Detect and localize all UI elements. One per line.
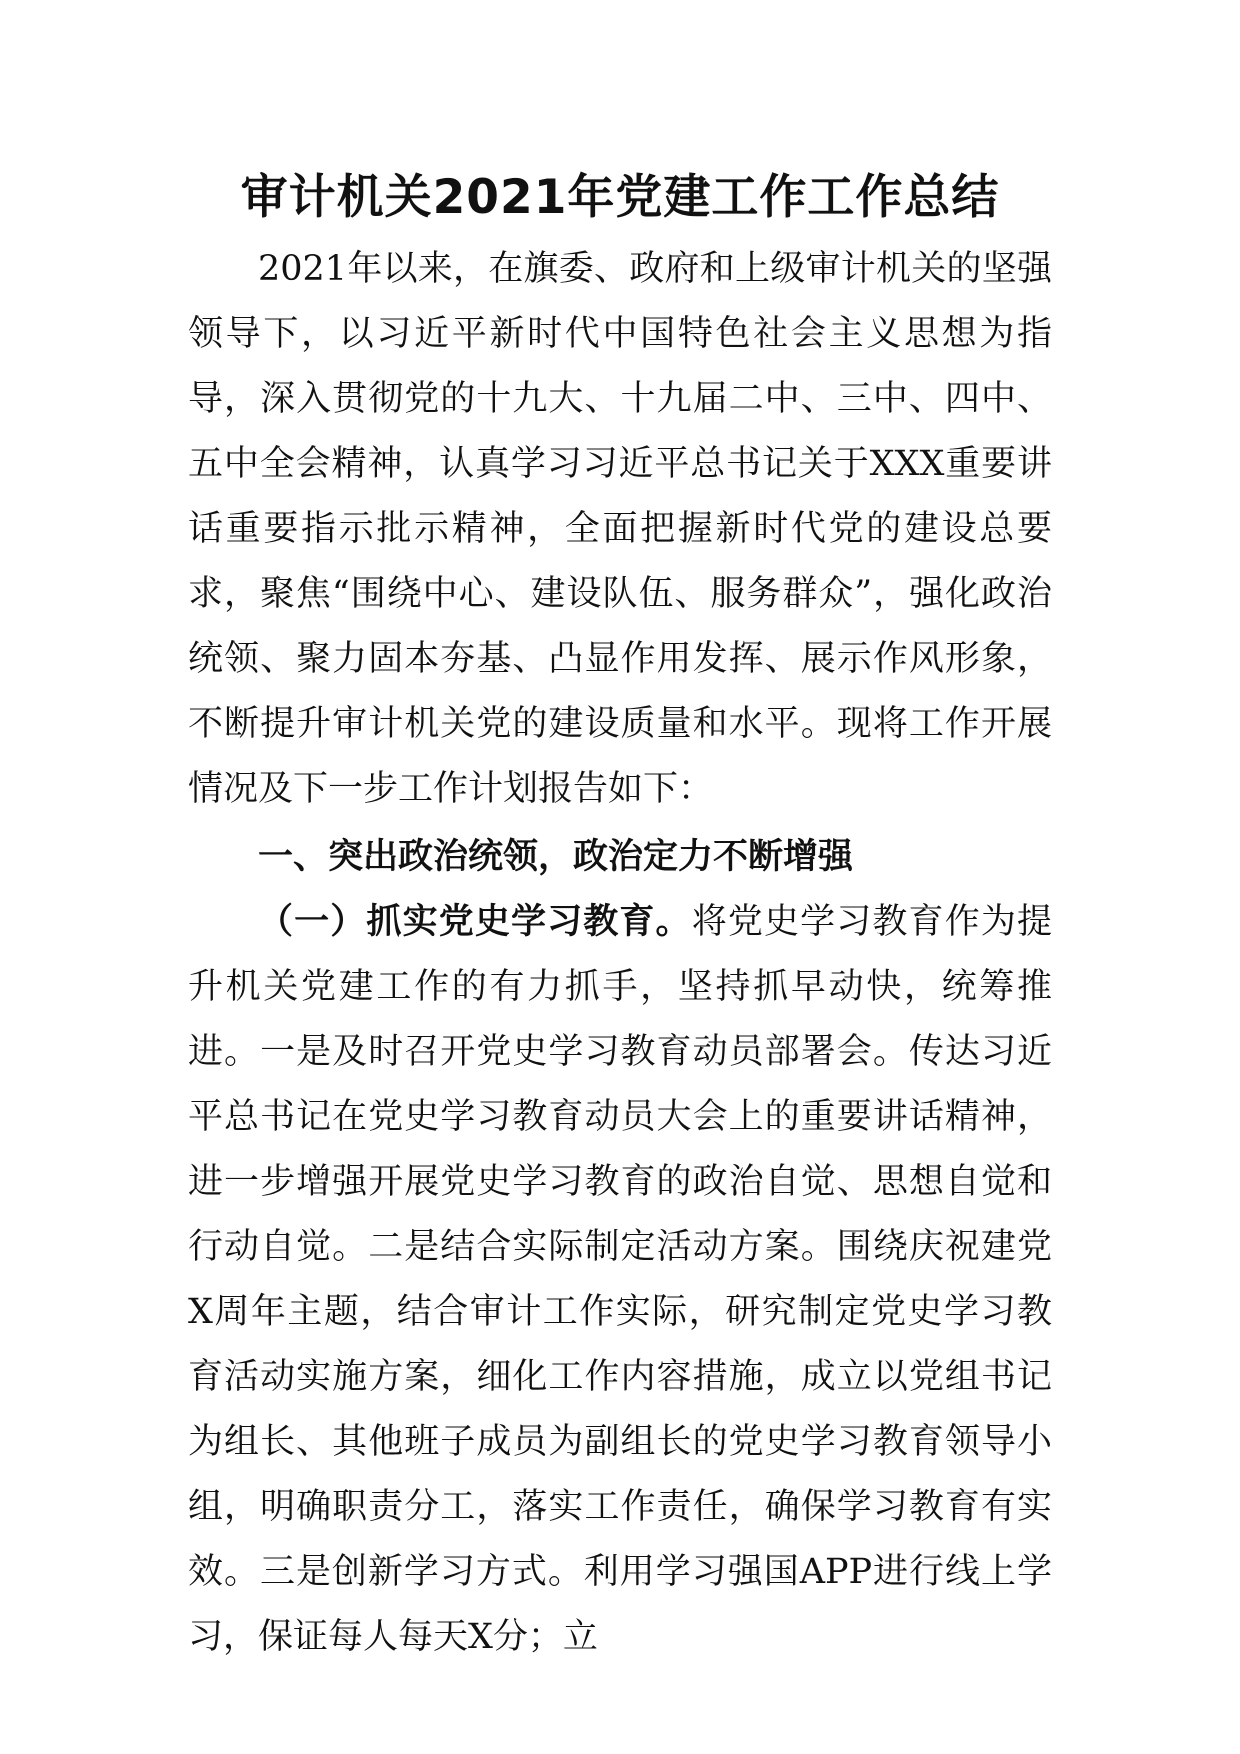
document-title: 审计机关2021年党建工作工作总结 [240, 170, 1000, 225]
paragraph-lead: （一）抓实党史学习教育。 [258, 902, 692, 942]
document-body [188, 237, 1052, 1670]
paragraph-text: 将党史学习教育作为提升机关党建工作的有力抓手，坚持抓早动快，统筹推进。一是及时召开党史学习教育动员部署会。传达习近平总书记在党史学习教育动员大会上的重要讲话精神，进一步增强开展党史学习教育的政治自觉、思想自觉和行动自觉。二是结合实际制定活动方案。围绕庆祝建党X周年主题，结合审计工作实际，研究制定党史学习教育活动实施方案，细化工作内容措施，成立以党组书记为组长、其他班子成员为副组长的党史学习教育领导小组，明确职责分工，落实工作责任，确保学习教育有实效。三是创新学习方式。利用学习强国APP进行线上学习，保证每人每天X分；立 [188, 902, 1052, 1657]
section-heading: 一、突出政治统领，政治定力不断增强 [258, 837, 854, 877]
intro-paragraph: 2021年以来，在旗委、政府和上级审计机关的坚强领导下，以习近平新时代中国特色社会主义思想为指导，深入贯彻党的十九大、十九届二中、三中、四中、五中全会精神，认真学习习近平总书记关于XXX重要讲话重要指示批示精神，全面把握新时代党的建设总要求，聚焦“围绕中心、建设队伍、服务群众”，强化政治统领、聚力固本夯基、凸显作用发挥、展示作风形象，不断提升审计机关党的建设质量和水平。现将工作开展情况及下一步工作计划报告如下： [188, 249, 1052, 809]
section-paragraph [188, 890, 1052, 1670]
